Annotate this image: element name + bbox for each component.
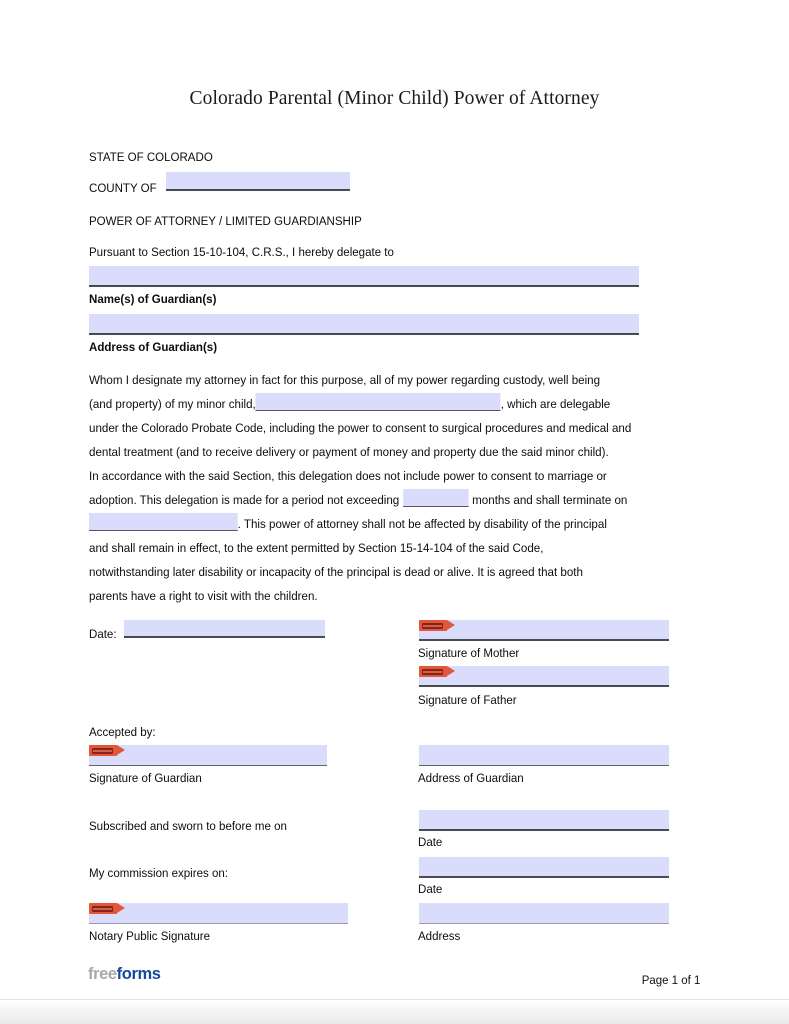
- guardian-signature-caption: Signature of Guardian: [89, 771, 202, 785]
- commission-date-caption: Date: [418, 882, 443, 896]
- body-line-4: dental treatment (and to receive delivery or payment of money and property due the said minor child).: [89, 445, 609, 459]
- body-line-2: [89, 392, 661, 416]
- guardian-names-caption: Name(s) of Guardian(s): [89, 292, 217, 306]
- mother-signature-caption: Signature of Mother: [418, 646, 520, 660]
- logo-forms-text: forms: [116, 965, 161, 983]
- commission-expires-label: My commission expires on:: [89, 866, 228, 880]
- body-line-7-suffix: . This power of attorney shall not be affected by disability of the principal: [237, 517, 607, 531]
- body-line-6: [89, 488, 661, 512]
- freeforms-logo: [88, 965, 161, 984]
- county-label: COUNTY OF: [89, 181, 157, 195]
- signature-tag-inner: [92, 906, 113, 912]
- body-line-9: notwithstanding later disability or incapacity of the principal is dead or alive. It is agreed that both: [89, 565, 583, 579]
- body-line-7: [89, 512, 661, 536]
- body-line-6-suffix: months and shall terminate on: [472, 493, 628, 507]
- father-signature-caption: Signature of Father: [418, 693, 517, 707]
- body-line-2-suffix: , which are delegable: [500, 397, 611, 411]
- notary-signature-caption: Notary Public Signature: [89, 929, 211, 943]
- state-line: STATE OF COLORADO: [89, 150, 213, 164]
- accepted-by-label: Accepted by:: [89, 725, 156, 739]
- signature-tag-icon: [89, 903, 117, 914]
- subscribed-label: Subscribed and sworn to before me on: [89, 819, 287, 833]
- body-line-5: In accordance with the said Section, this delegation does not include power to consent to marriage or: [89, 469, 607, 483]
- body-line-2-prefix: (and property) of my minor child,: [89, 397, 256, 411]
- body-paragraph: [89, 368, 701, 608]
- pursuant-line: Pursuant to Section 15-10-104, C.R.S., I hereby delegate to: [89, 245, 394, 259]
- body-line-1: Whom I designate my attorney in fact for this purpose, all of my power regarding custody, well being: [89, 373, 601, 387]
- guardian-address-field-caption: Address of Guardian: [418, 771, 524, 785]
- commission-date-input[interactable]: [419, 857, 669, 878]
- mother-signature-input[interactable]: [419, 620, 669, 641]
- date-label: Date:: [89, 627, 117, 641]
- months-duration-input[interactable]: [403, 489, 468, 507]
- section-heading-power-of-attorney: POWER OF ATTORNEY / LIMITED GUARDIANSHIP: [89, 214, 362, 228]
- notary-signature-input[interactable]: [89, 903, 348, 924]
- minor-child-name-input[interactable]: [256, 393, 501, 411]
- subscribed-date-input[interactable]: [419, 810, 669, 831]
- guardian-address-caption: Address of Guardian(s): [89, 340, 218, 354]
- guardian-address-field[interactable]: [419, 745, 669, 766]
- body-line-6-prefix: adoption. This delegation is made for a period not exceeding: [89, 493, 400, 507]
- signature-tag-icon: [419, 666, 447, 677]
- body-line-8: and shall remain in effect, to the extent permitted by Section 15-14-104 of the said Code,: [89, 541, 544, 555]
- page-indicator: Page 1 of 1: [641, 973, 700, 987]
- date-input[interactable]: [124, 620, 325, 638]
- page-bottom-edge: [0, 999, 789, 1024]
- body-line-3: under the Colorado Probate Code, including the power to consent to surgical procedures and medical and: [89, 421, 632, 435]
- signature-tag-inner: [92, 748, 113, 754]
- father-signature-input[interactable]: [419, 666, 669, 687]
- page-title: Colorado Parental (Minor Child) Power of Attorney: [189, 88, 600, 109]
- signature-tag-icon: [419, 620, 447, 631]
- county-input[interactable]: [166, 172, 350, 191]
- signature-tag-inner: [422, 669, 443, 675]
- notary-address-input[interactable]: [419, 903, 669, 924]
- body-line-10: parents have a right to visit with the children.: [89, 589, 318, 603]
- notary-address-caption: Address: [418, 929, 461, 943]
- logo-free-text: free: [88, 965, 117, 983]
- signature-tag-inner: [422, 623, 443, 629]
- guardian-address-input[interactable]: [89, 314, 639, 335]
- termination-date-input[interactable]: [89, 513, 238, 531]
- subscribed-date-caption: Date: [418, 835, 443, 849]
- guardian-names-input[interactable]: [89, 266, 639, 287]
- signature-tag-icon: [89, 745, 117, 756]
